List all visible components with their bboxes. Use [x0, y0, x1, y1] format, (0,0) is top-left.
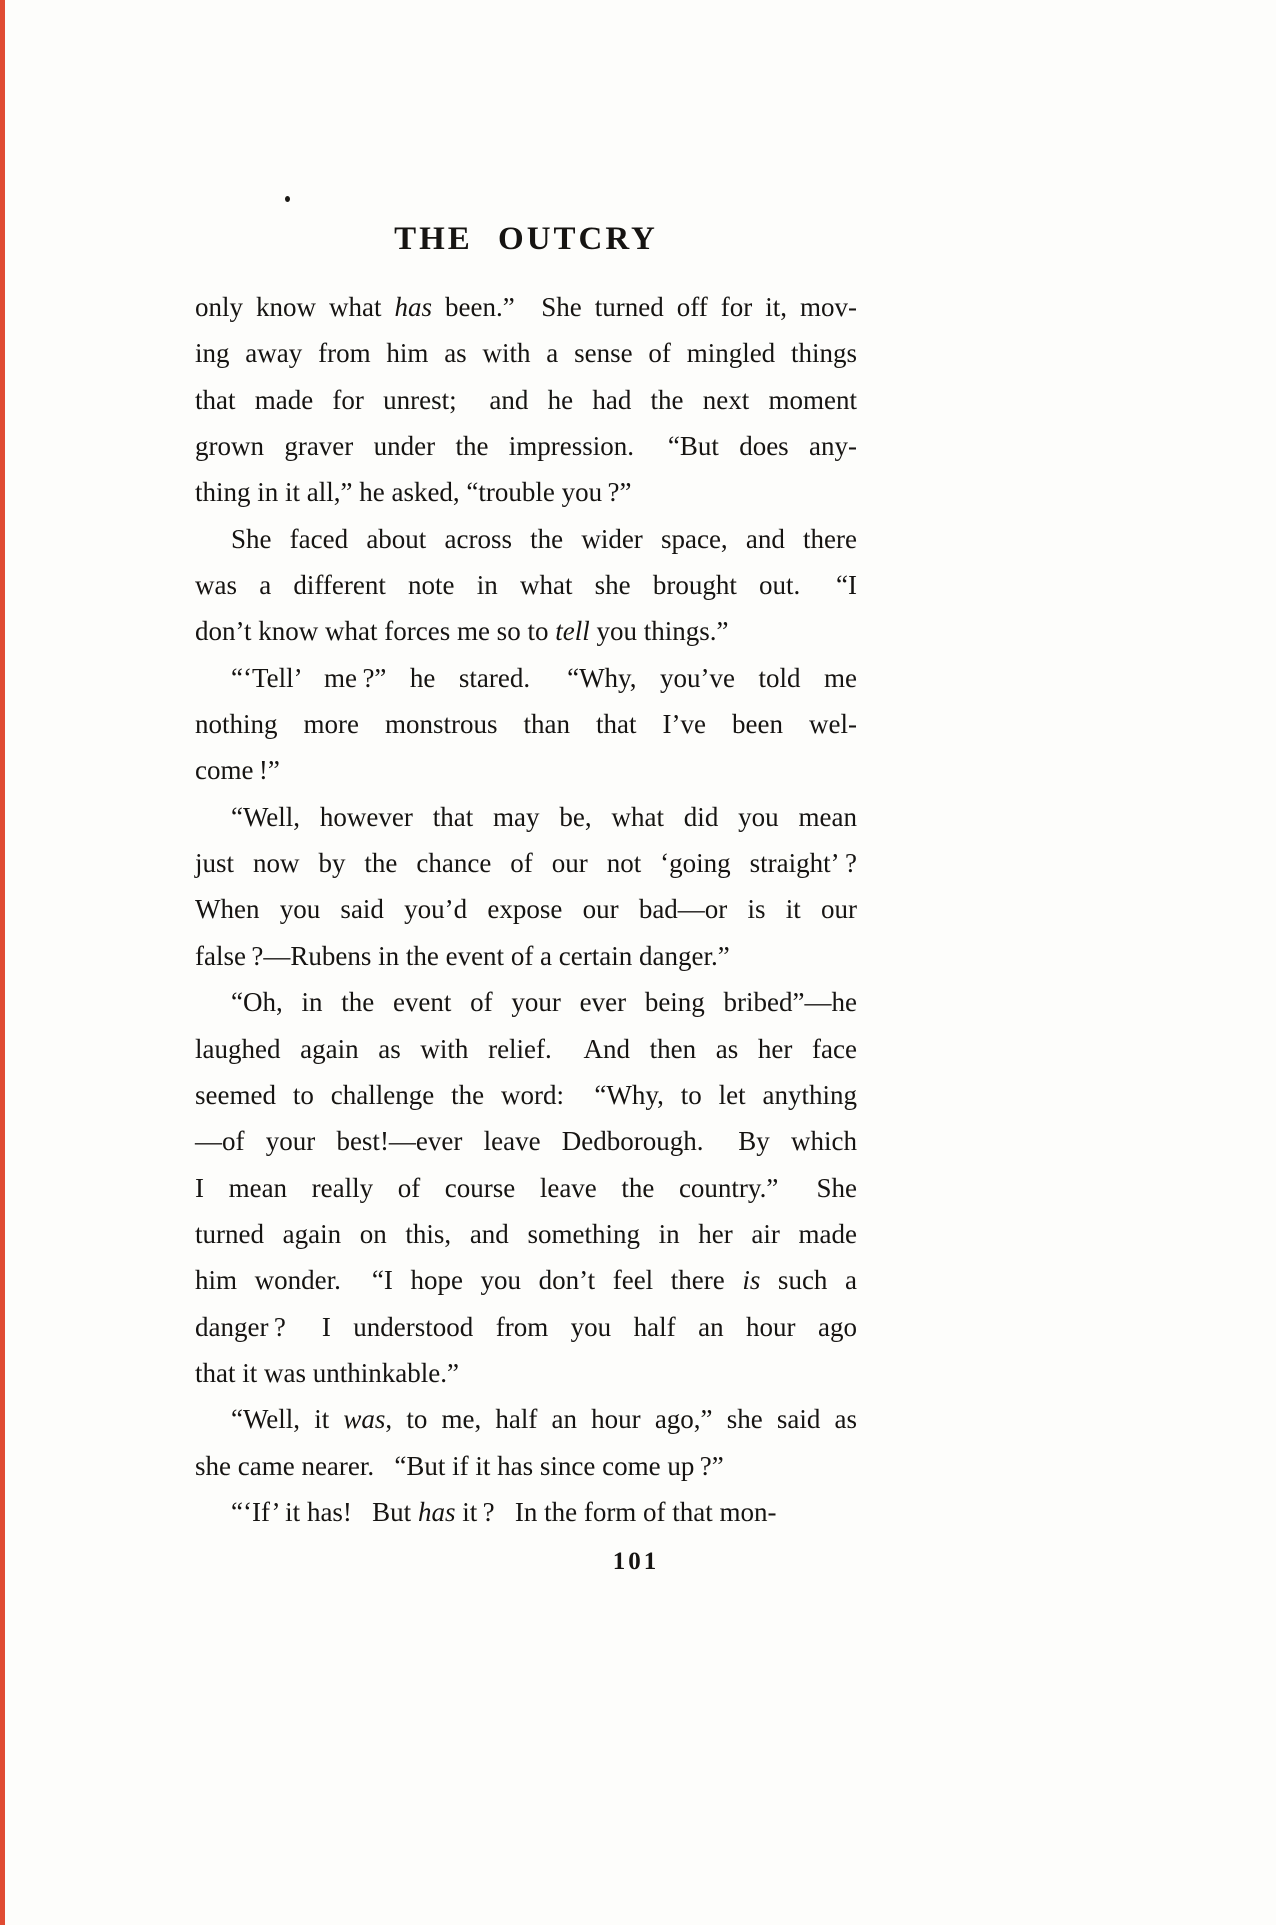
text-line: that it was unthinkable.” [195, 1357, 459, 1388]
text-line: I mean really of course leave the country.” She [195, 1172, 857, 1203]
text-line: “Oh, in the event of your ever being bribed”—he [231, 987, 857, 1018]
text-line: She faced about across the wider space, and there [231, 523, 857, 554]
ink-speck-artifact [285, 196, 290, 202]
text-line: that made for unrest; and he had the next moment [195, 384, 857, 415]
text-line: “‘If’ it has! But has it ? In the form of that mon- [231, 1496, 777, 1527]
text-line: grown graver under the impression. “But does any- [195, 431, 857, 462]
text-line: she came nearer. “But if it has since come up ?” [195, 1450, 724, 1481]
text-line: just now by the chance of our not ‘going straight’ ? [195, 848, 857, 879]
page-number: 101 [612, 1548, 660, 1575]
text-line: laughed again as with relief. And then as her face [195, 1033, 857, 1064]
page-body [195, 284, 857, 1535]
text-line: When you said you’d expose our bad—or is it our [195, 894, 857, 925]
text-line: turned again on this, and something in her air made [195, 1218, 857, 1249]
text-line: —of your best!—ever leave Dedborough. By which [195, 1126, 857, 1157]
text-line: him wonder. “I hope you don’t feel there is such a [195, 1265, 857, 1296]
text-line: seemed to challenge the word: “Why, to let anything [195, 1079, 857, 1110]
text-line: “‘Tell’ me ?” he stared. “Why, you’ve told me [231, 662, 857, 693]
text-line: don’t know what forces me so to tell you things.” [195, 616, 729, 647]
text-line: “Well, it was, to me, half an hour ago,” she said as [231, 1404, 857, 1435]
text-line: danger ? I understood from you half an hour ago [195, 1311, 857, 1342]
text-line: thing in it all,” he asked, “trouble you ?” [195, 477, 632, 508]
text-line: was a different note in what she brought out. “I [195, 570, 857, 601]
text-line: only know what has been.” She turned off for it, mov- [195, 292, 857, 322]
text-line: ing away from him as with a sense of mingled things [195, 338, 857, 369]
text-line: come !” [195, 755, 280, 786]
text-line: “Well, however that may be, what did you mean [231, 801, 857, 832]
scan-left-edge-artifact [0, 0, 5, 1925]
text-line: nothing more monstrous than that I’ve been wel- [195, 709, 857, 740]
text-line: false ?—Rubens in the event of a certain danger.” [195, 940, 730, 971]
page-title: THE OUTCRY [394, 221, 658, 257]
